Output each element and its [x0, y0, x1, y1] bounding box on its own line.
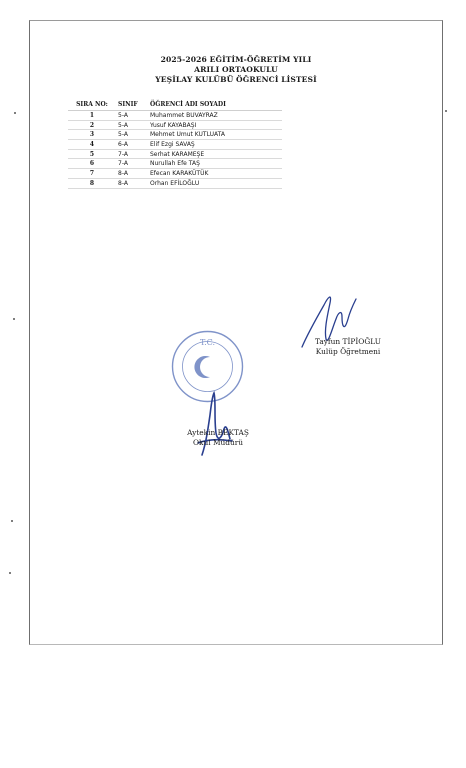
row-student-name: Nurullah Efe TAŞ: [148, 159, 282, 169]
principal-signature: [192, 389, 238, 459]
table-header-row: [68, 99, 282, 111]
row-class: 5-A: [116, 120, 148, 130]
row-no: 1: [68, 111, 116, 121]
row-student-name: Efecan KARAKÜTÜK: [148, 169, 282, 179]
row-student-name: Orhan EFİLOĞLU: [148, 178, 282, 188]
row-student-name: Muhammet BUVAYRAZ: [148, 111, 282, 121]
column-header-name: ÖĞRENCİ ADI SOYADI: [148, 99, 282, 111]
table-row: [68, 130, 282, 140]
row-class: 8-A: [116, 178, 148, 188]
table-row: [68, 169, 282, 179]
row-class: 7-A: [116, 149, 148, 159]
table-row: [68, 149, 282, 159]
document-page: [29, 20, 443, 645]
row-student-name: Mehmet Umut KUTLUATA: [148, 130, 282, 140]
table-row: [68, 120, 282, 130]
teacher-name: Tayfun TİPİOĞLU: [315, 337, 381, 346]
principal-title: Okul Müdürü: [192, 437, 244, 447]
row-no: 8: [68, 178, 116, 188]
document-header: [30, 55, 442, 85]
student-table: [68, 99, 282, 189]
teacher-signature-block: [288, 337, 408, 356]
principal-signature-block: [158, 428, 278, 447]
row-student-name: Yusuf KAYABAŞI: [148, 120, 282, 130]
table-row: [68, 159, 282, 169]
teacher-title: Kulüp Öğretmeni: [315, 346, 381, 356]
row-student-name: Elif Ezgi SAVAŞ: [148, 140, 282, 150]
row-class: 7-A: [116, 159, 148, 169]
row-no: 3: [68, 130, 116, 140]
column-header-no: SIRA NO:: [68, 99, 116, 111]
principal-name: Aytekin BEKTAŞ: [187, 428, 249, 437]
table-row: [68, 111, 282, 121]
header-school: ARILI ORTAOKULU: [194, 65, 278, 74]
row-no: 4: [68, 140, 116, 150]
row-student-name: Serhat KARAMEŞE: [148, 149, 282, 159]
header-list-title: YEŞİLAY KULÜBÜ ÖĞRENCİ LİSTESİ: [155, 75, 317, 84]
row-class: 6-A: [116, 140, 148, 150]
table-row: [68, 140, 282, 150]
stamp-text: T.C.: [199, 338, 216, 347]
row-no: 6: [68, 159, 116, 169]
column-header-class: SINIF: [116, 99, 148, 111]
row-no: 2: [68, 120, 116, 130]
row-class: 5-A: [116, 111, 148, 121]
row-class: 8-A: [116, 169, 148, 179]
row-no: 5: [68, 149, 116, 159]
row-class: 5-A: [116, 130, 148, 140]
table-row: [68, 178, 282, 188]
header-year: 2025-2026 EĞİTİM-ÖĞRETİM YILI: [160, 55, 312, 64]
row-no: 7: [68, 169, 116, 179]
